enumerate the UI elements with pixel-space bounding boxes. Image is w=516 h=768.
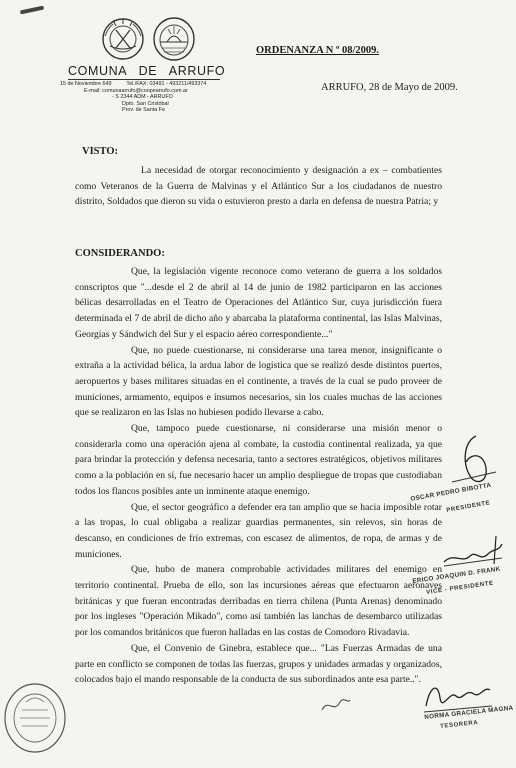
signature-role: VICE - PRESIDENTE: [426, 580, 495, 596]
organization-name: COMUNA DE ARRUFO: [68, 64, 226, 78]
ordinance-number: ORDENANZA N º 08/2009.: [256, 45, 380, 56]
considerando-paragraph: Que, hubo de manera comprobable actividades militares del enemigo en territorio continental. Prueba de ello, son las incursiones aéreas que efectuaron aeronaves británicas y que fueran encontradas derribadas en tierra chilena (Punta Arenas) denominado por los ingleses "Operación Mikado", como así también las lanchas de desembarco utilizadas por los comandos británicos que fueron halladas en las costas de Comodoro Rivadavia.: [75, 564, 442, 639]
signature-name: OSCAR PEDRO BIBOTTA: [410, 481, 492, 503]
address-block: [60, 81, 220, 114]
visto-text: La necesidad de otorgar reconocimiento y designación a ex – combatientes como Veteranos de la Guerra de Malvinas y el Atlántico Sur a los ciudadanos de nuestro distrito, Soldados que dieron su vida o estuvieron presto a darla en defensa de nuestra Patria; y: [75, 165, 442, 208]
address-line: E-mail: comunaarrufo@coopearrufo.com.ar: [84, 87, 188, 94]
punch-mark: [20, 6, 44, 15]
visto-paragraph: [75, 163, 442, 210]
considerando-paragraph: Que, el sector geográfico a defender era tan amplio que se hacia imposible rotar a las tropas, lo cual obligaba a realizar guardias permanentes, sin relevos, sin horas de descanso, en condiciones de frío extremas, con escasez de alimentos, de ropa, de armas y de municiones.: [75, 501, 442, 560]
document-date: ARRUFO, 28 de Mayo de 2009.: [321, 82, 458, 93]
signature-role: TESORERA: [440, 720, 479, 730]
address-line: 15 de Noviembre 649 Tel./FAX: 03491 - 493211/493374: [60, 81, 207, 87]
coat-of-arms-icon: [100, 16, 146, 62]
signature-scribble-icon: [446, 432, 502, 492]
official-stamp-icon: [2, 680, 68, 756]
considerando-paragraph: Que, tampoco puede cuestionarse, ni considerarse una misión menor o considerarla como una operación ajena al combate, la custodia continental realizada, ya que para brindar la protección y defensa necesaria, tanto a sectores estratégicos, objetivos militares como a la población en sí, fue necesario hacer un amplio despliegue de tropas que custodiaban todos los flancos posibles ante un inminente ataque enemigo.: [75, 423, 442, 497]
org-name-underline: [68, 79, 220, 80]
address-line: Prov. de Santa Fe: [122, 107, 166, 114]
municipal-seal-icon: [152, 16, 196, 62]
considerando-paragraph: Que, no puede cuestionarse, ni considerarse una tarea menor, insignificante o extraña a la actividad bélica, la ardua labor de logística que se realizó desde distintos puertos, aeropuertos y bases militares situadas en el continente, a través de la cual se pudo proveer de municiones, armamento, equipos e insumos necesarios, sin los cuales muchas de las acciones que se realizaron en las Islas no hubiesen podido llevarse a cabo.: [75, 344, 442, 419]
visto-heading: VISTO:: [82, 146, 118, 157]
signature-name: NORMA GRACIELA MAGNA: [424, 704, 514, 721]
considerando-paragraph: Que, el Convenio de Ginebra, establece que... "Las Fuerzas Armadas de una parte en conflicto se componen de todas las fuerzas, grupos y unidades armadas y organizados, colocados bajo el mando responsable de la conducta de sus subordinados ante esa parte..".: [75, 642, 442, 686]
signature-role: PRESIDENTE: [446, 500, 491, 514]
address-line: Dpto. San Cristóbal: [122, 100, 169, 107]
address-line: - S 2344 ADM - ARRUFO: [112, 94, 173, 101]
signature-name: ERICO JOAQUIN D. FRANK: [412, 565, 501, 585]
considerando-paragraph: Que, la legislación vigente reconoce como veterano de guerra a los soldados conscriptos que "...desde el 2 de abril al 14 de junio de 1982 participaron en las acciones bélicas desarrolladas en el Teatro de Operaciones del Atlántico Sur, cuya jurisdicción fuera determinada el 7 de abril de dicho año y abarcaba la plataforma continental, las Islas Malvinas, Georgias y Sándwich del Sur y el espacio aéreo correspondiente...": [75, 266, 442, 340]
considerando-body: [75, 264, 442, 688]
considerando-heading: CONSIDERANDO:: [75, 248, 165, 259]
signature-scribble-icon: [318, 694, 352, 716]
